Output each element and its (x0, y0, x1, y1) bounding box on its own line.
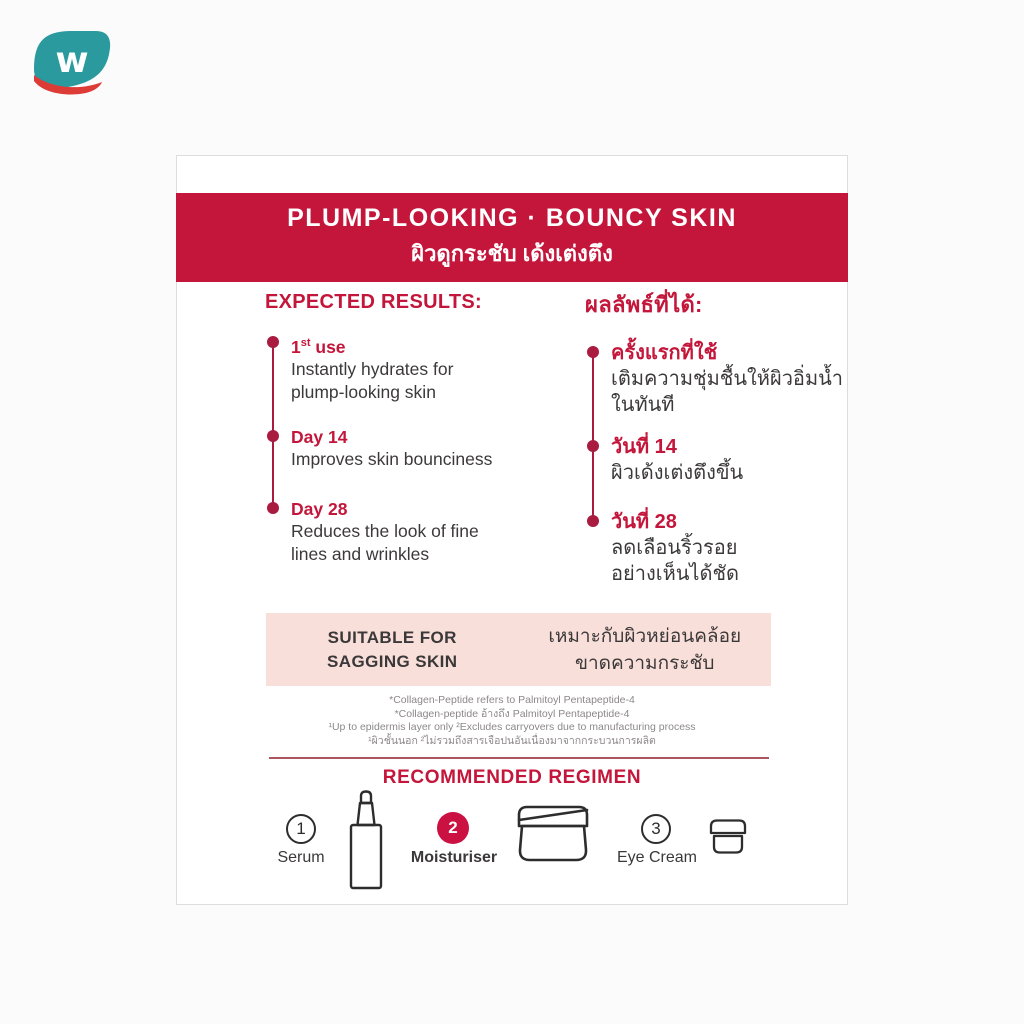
timeline-item-first-use (265, 332, 565, 404)
banner (176, 193, 848, 282)
timeline-item-first-use-th (585, 340, 885, 418)
step-2-badge: 2 (437, 812, 469, 844)
timeline-item-day28-th (585, 509, 885, 587)
results-timeline-th (585, 340, 885, 587)
timeline-dot-icon (267, 336, 279, 348)
banner-title-en: PLUMP-LOOKING · BOUNCY SKIN (287, 204, 737, 232)
timeline-dot-icon (587, 346, 599, 358)
timeline-item-title: วันที่ 28 (611, 511, 677, 533)
timeline-item-title: 1st use (291, 336, 346, 357)
timeline-item-body: Instantly hydrates for plump-looking skin (291, 358, 454, 402)
info-card (176, 155, 848, 905)
watsons-logo-icon (30, 27, 114, 97)
expected-results-heading-en: EXPECTED RESULTS: (265, 291, 482, 313)
step-3-label: Eye Cream (616, 849, 698, 866)
suitability-text-en: SUITABLE FOR SAGGING SKIN (327, 627, 458, 671)
timeline-item-body: ลดเลือนริ้วรอย อย่างเห็นได้ชัด (611, 537, 740, 585)
step-1-badge: 1 (286, 814, 316, 844)
footnote-line: *Collagen-peptide อ้างถึง Palmitoyl Pentapeptide-4 (394, 707, 630, 720)
suitability-box (266, 613, 771, 686)
recommended-regimen-heading: RECOMMENDED REGIMEN (382, 767, 642, 788)
timeline-item-body: Improves skin bounciness (291, 448, 493, 469)
divider-rule (269, 757, 769, 759)
timeline-dot-icon (587, 440, 599, 452)
timeline-item-title: Day 14 (291, 426, 348, 447)
footnote-line: *Collagen-Peptide refers to Palmitoyl Pentapeptide-4 (389, 694, 635, 706)
results-timeline-en (265, 332, 565, 566)
suitability-text-th: เหมาะกับผิวหย่อนคล้อย ขาดความกระชับ (548, 625, 742, 674)
footnotes (177, 694, 847, 748)
timeline-item-title: วันที่ 14 (611, 436, 677, 458)
step-3-badge: 3 (641, 814, 671, 844)
step-2-label: Moisturiser (410, 849, 498, 866)
timeline-dot-icon (587, 515, 599, 527)
logo-letter: w (55, 40, 89, 81)
timeline-item-day14 (265, 426, 565, 471)
footnote-line: ¹Up to epidermis layer only ²Excludes carryovers due to manufacturing process (328, 721, 696, 733)
step-1-label: Serum (277, 849, 325, 866)
serum-dropper-bottle-icon (349, 790, 383, 890)
banner-title-th: ผิวดูกระชับ เด้งเต่งตึง (411, 241, 613, 266)
footnote-line: ¹ผิวชั้นนอก ²ไม่รวมถึงสารเจือปนอันเนื่องมาจากกระบวนการผลิต (368, 734, 656, 747)
timeline-item-title: ครั้งแรกที่ใช้ (611, 342, 718, 364)
timeline-item-title: Day 28 (291, 498, 348, 519)
expected-results-section-en (265, 291, 565, 566)
moisturiser-jar-icon (515, 803, 591, 867)
timeline-dot-icon (267, 502, 279, 514)
expected-results-heading-th: ผลลัพธ์ที่ได้: (585, 292, 703, 317)
timeline-item-body: Reduces the look of fine lines and wrinkles (291, 520, 479, 564)
timeline-item-body: เติมความชุ่มชื้นให้ผิวอิ่มน้ำ ในทันที (611, 368, 844, 416)
timeline-item-day14-th (585, 434, 885, 486)
expected-results-section-th (585, 287, 885, 587)
timeline-item-body: ผิวเด้งเต่งตึงขึ้น (611, 462, 744, 484)
timeline-dot-icon (267, 430, 279, 442)
timeline-item-day28 (265, 498, 565, 566)
